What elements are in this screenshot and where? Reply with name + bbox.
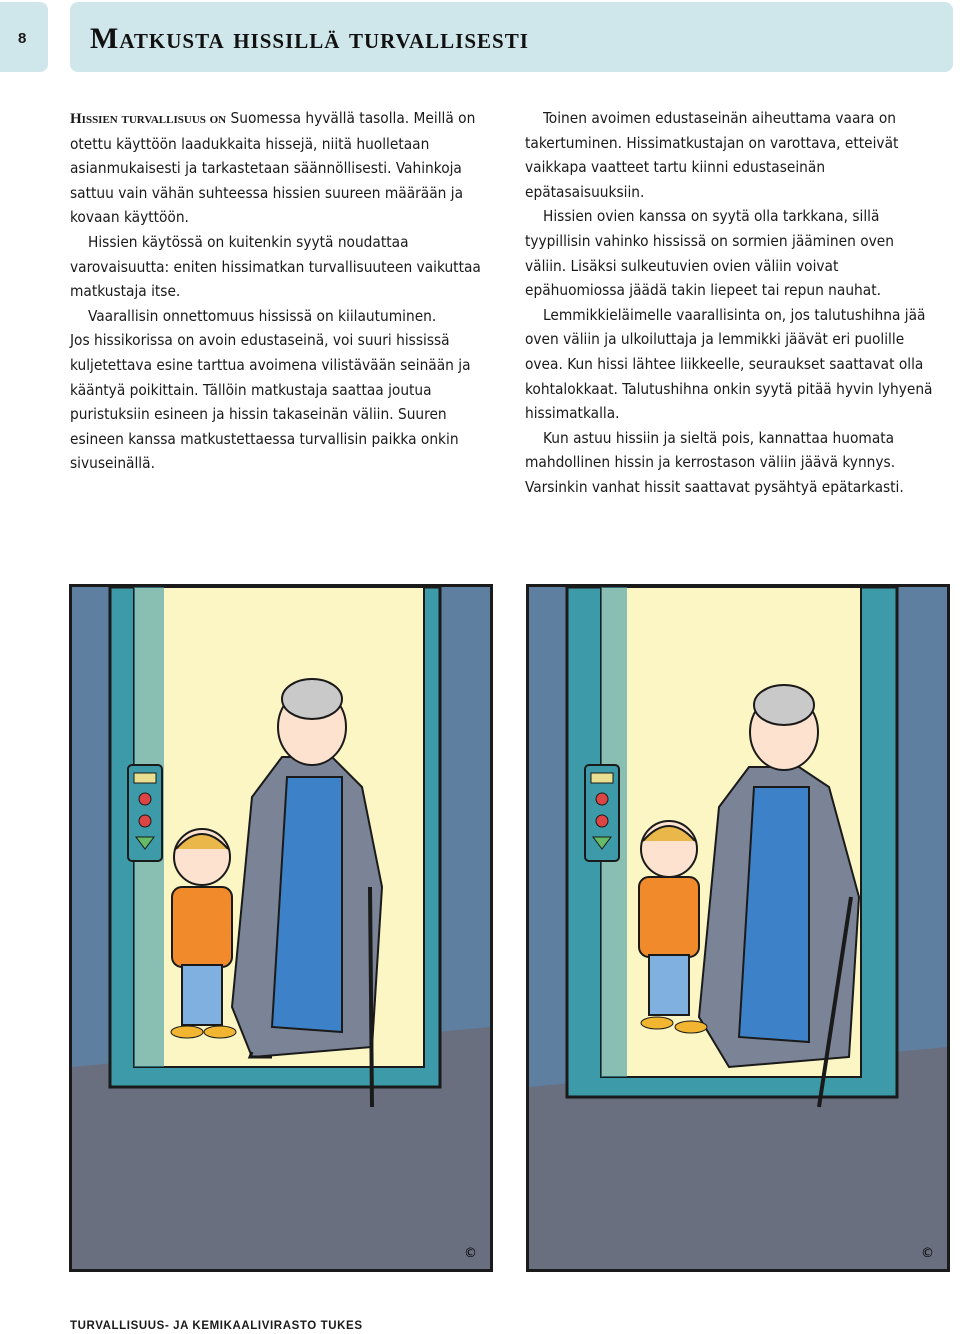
paragraph-doors: Hissien ovien kanssa on syytä olla tarkkana, sillä tyypillisin vahinko hississä on sormien jääminen oven väliin. Lisäksi sulkeutuvien ovien väliin voivat epähuomiossa jäädä takin liepeet tai repun nauhat. bbox=[525, 207, 894, 300]
page-number: 8 bbox=[18, 30, 27, 47]
copyright-mark-2: © bbox=[921, 1246, 934, 1261]
paragraph-threshold: Kun astuu hissiin ja sieltä pois, kannattaa huomata mahdollinen hissin ja kerrostason väliin jäävä kynnys. Varsinkin vanhat hissit saattavat pysähtyä epätarkasti. bbox=[525, 428, 904, 496]
illustration-elevator-1 bbox=[69, 584, 493, 1272]
page-title: Matkusta hissillä turvallisesti bbox=[90, 22, 529, 55]
paragraph-pets: Lemmikkieläimelle vaarallisinta on, jos talutushihna jää oven väliin ja ulkoiluttaja ja lemmikki jäävät eri puolille ovea. Kun hissi lähtee liikkeelle, seuraukset saattavat olla kohtalokkaat. Talutushihna onkin syytä pitää hyvin lyhyenä hissimatkalla. bbox=[525, 305, 933, 423]
paragraph-intro-text: Suomessa hyvällä tasolla. Meillä on otettu käyttöön laadukkaita hissejä, niitä huolletaan asianmukaisesti ja tarkastetaan säännöllisesti. Vahinkoja sattuu vain vähän suhteessa hissien suureen määrään ja kovaan käyttöön. bbox=[70, 109, 476, 227]
right-text-column bbox=[525, 106, 935, 500]
page-number-tab bbox=[0, 2, 48, 72]
lead-in: Hissien turvallisuus on bbox=[70, 111, 227, 127]
paragraph-wedging: Vaarallisin onnettomuus hississä on kiilautuminen. bbox=[88, 306, 437, 325]
title-banner bbox=[70, 2, 953, 72]
footer-publisher: TURVALLISUUS- JA KEMIKAALIVIRASTO TUKES bbox=[70, 1320, 363, 1332]
copyright-mark-1: © bbox=[464, 1246, 477, 1261]
illustration-elevator-2 bbox=[526, 584, 950, 1272]
button-panel bbox=[128, 765, 162, 861]
paragraph-open-wall: Jos hissikorissa on avoin edustaseinä, voi suuri hississä kuljetettava esine tarttua avoimena vilistävään seinään ja kääntyä poikittain. Tällöin matkustaja saattaa joutua puristuksiin esineen ja hissin takaseinän väliin. Suuren esineen kanssa matkustettaessa turvallisin paikka onkin sivuseinällä. bbox=[70, 331, 471, 473]
left-text-column bbox=[70, 106, 488, 476]
button-panel bbox=[585, 765, 619, 861]
paragraph-intro bbox=[70, 106, 488, 230]
paragraph-snagging: Toinen avoimen edustaseinän aiheuttama vaara on takertuminen. Hissimatkustajan on varottava, etteivät vaikkapa vaatteet tartu kiinni edustaseinän epätasaisuuksiin. bbox=[525, 109, 899, 201]
paragraph-caution: Hissien käytössä on kuitenkin syytä noudattaa varovaisuutta: eniten hissimatkan turvallisuuteen vaikuttaa matkustaja itse. bbox=[70, 232, 481, 301]
